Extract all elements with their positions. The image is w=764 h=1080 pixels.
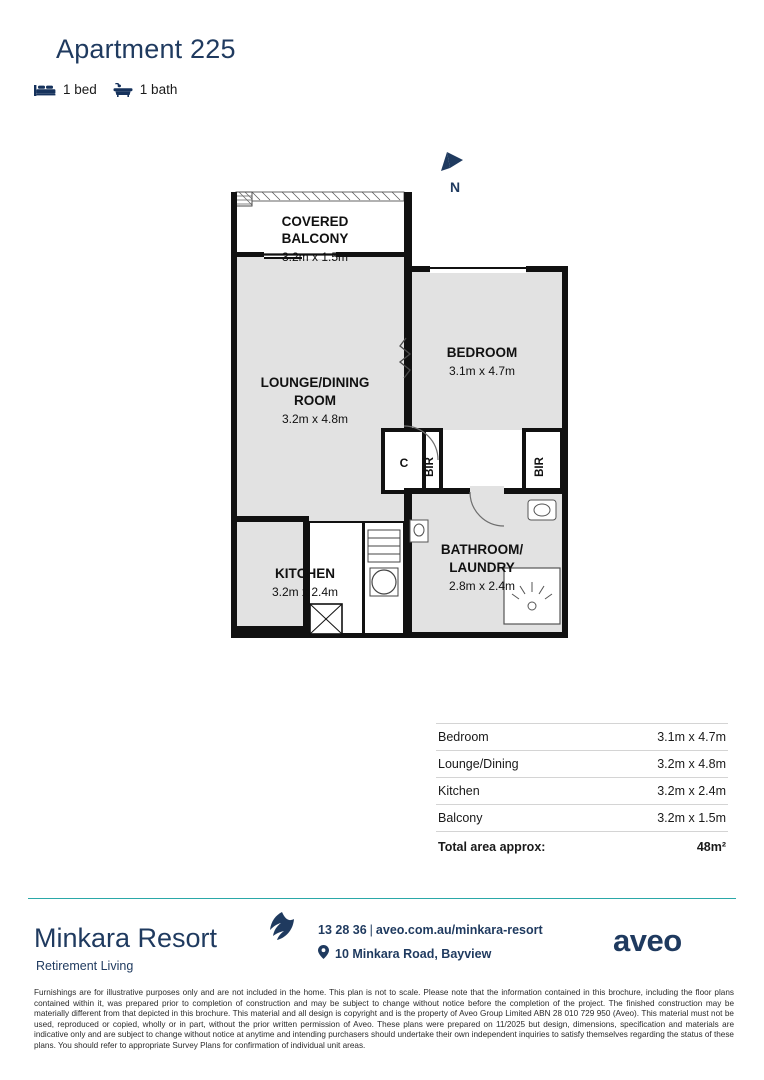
room-label-lounge-l1: LOUNGE/DINING [260, 375, 370, 390]
spec-bed-label: 1 bed [63, 82, 97, 97]
schedule-total-label: Total area approx: [438, 840, 546, 854]
leaf-icon [265, 911, 299, 946]
disclaimer-text: Furnishings are for illustrative purposes only and are not included in the home. This plan is not to scale. Please note that the information contained in this brochure, including the floor plans contained within it, was prepared prior to completion of construction and may be subject to change without notice before the completion of the project. The finished construction may be materially different from that depicted in this brochure. This material and all design is copyright and is the property of Aveo Group Limited ABN 28 010 729 950 (Aveo). This material must not be used, reproduced or copied, wholly or in part, without the prior written permission of Aveo. These plans were prepared on 11/2025 but design, dimensions, specification and materials are indicative only and are subject to change without notice at anytime and intending purchasers should undertake their own independent inquiries to satisfy themselves regarding the status of these plans. You should refer to appropriate Survey Plans for confirmation of individual unit areas. [34, 988, 734, 1050]
schedule-row [436, 778, 728, 805]
room-dims-lounge: 3.2m x 4.8m [281, 412, 349, 426]
location-pin-icon [318, 945, 329, 962]
room-label-kitchen: KITCHEN [275, 566, 335, 581]
schedule-total-row [436, 832, 728, 858]
schedule-value: 3.2m x 4.8m [657, 757, 726, 771]
label-bir-1: BIR [424, 457, 436, 477]
room-label-bathroom-l2: LAUNDRY [449, 560, 515, 575]
schedule-label: Lounge/Dining [438, 757, 519, 771]
phone-number[interactable]: 13 28 36 [318, 923, 367, 937]
floorplan-svg [0, 130, 764, 690]
label-bir-2: BIR [534, 457, 546, 477]
footer-contact [318, 923, 543, 937]
room-label-bedroom: BEDROOM [446, 345, 518, 360]
room-dims-bathroom: 2.8m x 2.4m [448, 579, 516, 593]
brand-subtitle: Retirement Living [36, 959, 134, 973]
schedule-total-value: 48m² [696, 840, 726, 854]
footer-address [318, 945, 491, 962]
schedule-label: Balcony [438, 811, 483, 825]
schedule-row [436, 805, 728, 832]
footer [0, 905, 764, 995]
footer-divider [28, 898, 736, 899]
aveo-logo: aveo [613, 923, 682, 958]
spec-bed [34, 82, 97, 97]
room-dims-covered-balcony: 3.2m x 1.5m [281, 250, 349, 264]
schedule-row [436, 723, 728, 751]
bed-icon [34, 83, 56, 97]
schedule-value: 3.2m x 1.5m [657, 811, 726, 825]
spec-bath [113, 82, 178, 97]
label-cupboard: C [399, 456, 409, 470]
page-title: Apartment 225 [56, 34, 236, 64]
room-dims-kitchen: 3.2m x 2.4m [271, 585, 339, 599]
bath-icon [113, 83, 133, 97]
area-schedule [436, 723, 728, 858]
schedule-label: Bedroom [438, 730, 489, 744]
room-label-covered-balcony-l2: BALCONY [281, 231, 349, 246]
room-label-lounge-l2: ROOM [294, 393, 336, 408]
schedule-row [436, 751, 728, 778]
room-label-covered-balcony-l1: COVERED [281, 214, 349, 229]
brand-name: Minkara Resort [34, 923, 218, 953]
compass-label: N [449, 179, 461, 195]
floorplan [0, 130, 764, 690]
room-label-bathroom-l1: BATHROOM/ [440, 542, 524, 557]
apartment-specs [34, 82, 177, 97]
room-dims-bedroom: 3.1m x 4.7m [448, 364, 516, 378]
compass-icon [441, 152, 463, 171]
website-link[interactable]: aveo.com.au/minkara-resort [375, 923, 543, 937]
wall-lounge-bedroom [404, 272, 412, 430]
spec-bath-label: 1 bath [139, 82, 178, 97]
schedule-value: 3.1m x 4.7m [657, 730, 726, 744]
schedule-value: 3.2m x 2.4m [657, 784, 726, 798]
address-text: 10 Minkara Road, Bayview [335, 946, 492, 961]
contact-separator: | [369, 923, 373, 937]
schedule-label: Kitchen [438, 784, 480, 798]
